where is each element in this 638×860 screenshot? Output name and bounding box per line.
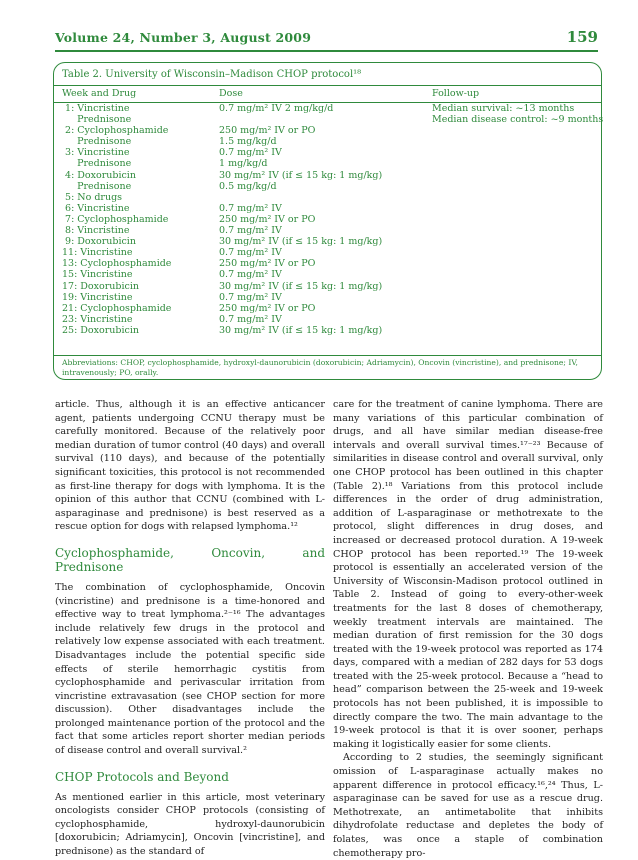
cell-week-drug: 19: Vincristine	[62, 291, 133, 303]
cell-dose: 250 mg/m² IV or PO	[219, 213, 316, 225]
table-header-row	[54, 85, 601, 103]
table-caption: Table 2. University of Wisconsin–Madison CHOP protocol¹⁸	[62, 69, 362, 80]
left-column	[55, 398, 325, 859]
cell-dose: 0.7 mg/m² IV	[219, 269, 282, 281]
paragraph: According to 2 studies, the seemingly significant omission of L-asparaginase actually makes no apparent difference in protocol efficacy.¹⁶,²⁴ Thus, L-asparaginase can be saved for use as a rescue drug. Methotrexate, an antimetabolite that inhibits dihydrofolate reductase and depletes the body of folates, was once a staple of combination chemotherapy pro-	[333, 752, 603, 859]
header-follow-up: Follow-up	[432, 88, 480, 99]
table-row	[54, 214, 601, 225]
table-row	[54, 247, 601, 258]
cell-week-drug: 9: Doxorubicin	[62, 236, 136, 248]
cell-week-drug: 3: Vincristine	[62, 147, 130, 159]
cell-week-drug: Prednisone	[62, 136, 132, 148]
cell-week-drug: 23: Vincristine	[62, 313, 133, 325]
cell-week-drug: 21: Cyclophosphamide	[62, 302, 172, 314]
cell-dose: 250 mg/m² IV or PO	[219, 258, 316, 270]
paragraph: As mentioned earlier in this article, most veterinary oncologists consider CHOP protocols (consisting of cyclophosphamide, hydroxyl-daunorubicin [doxorubicin; Adriamycin], Oncovin [vincristine], and prednisone) as the standard of	[55, 791, 325, 858]
cell-follow-up: Median disease control: ~9 months	[432, 114, 604, 126]
right-column	[333, 398, 603, 860]
cell-dose: 30 mg/m² IV (if ≤ 15 kg: 1 mg/kg)	[219, 236, 383, 248]
cell-week-drug: 11: Vincristine	[62, 247, 133, 259]
cell-dose: 0.7 mg/m² IV	[219, 202, 282, 214]
cell-week-drug: Prednisone	[62, 114, 132, 126]
table-row	[54, 281, 601, 292]
table-row	[54, 158, 601, 169]
cell-week-drug: 5: No drugs	[62, 191, 123, 203]
cell-week-drug: Prednisone	[62, 180, 132, 192]
page-number: 159	[566, 28, 598, 46]
cell-dose: 250 mg/m² IV or PO	[219, 302, 316, 314]
running-header	[55, 30, 598, 50]
cell-week-drug: 8: Vincristine	[62, 225, 130, 237]
cell-week-drug: 2: Cyclophosphamide	[62, 125, 169, 137]
table-row	[54, 292, 601, 303]
cell-dose: 250 mg/m² IV or PO	[219, 125, 316, 137]
table-row	[54, 181, 601, 192]
paragraph: article. Thus, although it is an effective anticancer agent, patients undergoing CCNU therapy must be carefully monitored. Because of the relatively poor median duration of tumor control (40 days) and overall survival (110 days), and because of the potentially significant toxicities, this protocol is not recommended as first-line therapy for dogs with lymphoma. It is the opinion of this author that CCNU (combined with L-asparaginase and prednisone) is best reserved as a rescue option for dogs with relapsed lymphoma.¹²	[55, 399, 325, 533]
cell-dose: 1 mg/kg/d	[219, 158, 268, 170]
table-row	[54, 303, 601, 314]
table-row	[54, 236, 601, 247]
protocol-table	[53, 62, 602, 380]
cell-dose: 0.7 mg/m² IV	[219, 147, 282, 159]
cell-week-drug: 7: Cyclophosphamide	[62, 213, 169, 225]
cell-week-drug: 17: Doxorubicin	[62, 280, 139, 292]
table-row	[54, 103, 601, 114]
cell-week-drug: 4: Doxorubicin	[62, 169, 136, 181]
cell-week-drug: 13: Cyclophosphamide	[62, 258, 172, 270]
table-row	[54, 170, 601, 181]
table-row	[54, 325, 601, 336]
cell-dose: 0.7 mg/m² IV 2 mg/kg/d	[219, 103, 334, 114]
cell-week-drug: Prednisone	[62, 158, 132, 170]
table-row	[54, 114, 604, 126]
paragraph: care for the treatment of canine lymphoma. There are many variations of this particular combination of drugs, and all have similar median disease-free intervals and overall survival times.¹⁷⁻²³ Because of similarities in disease control and overall survival, only one CHOP protocol has been outlined in this chapter (Table 2).¹⁸ Variations from this protocol include differences in the order of drug administration, addition of L-asparaginase or methotrexate to the protocol, slight differences in drug doses, and increased or decreased protocol duration. A 19-week CHOP protocol has been reported.¹⁹ The 19-week protocol is essentially an accelerated version of the University of Wisconsin-Madison protocol outlined in Table 2. Instead of going to every-other-week treatments for the last 8 doses of chemotherapy, weekly treatment intervals are maintained. The median duration of first remission for the 30 dogs treated with the 19-week protocol was reported as 174 days, compared with a median of 282 days for 53 dogs treated with the 25-week protocol. Because a “head to head” comparison between the 25-week and 19-week protocols has not been published, it is impossible to directly compare the two. The main advantage to the 19-week protocol is that it is over sooner, perhaps making it logistically easier for some clients.	[333, 399, 603, 750]
section-heading-chop: CHOP Protocols and Beyond	[55, 769, 229, 784]
journal-issue: Volume 24, Number 3, August 2009	[55, 30, 312, 45]
cell-dose: 30 mg/m² IV (if ≤ 15 kg: 1 mg/kg)	[219, 169, 383, 181]
table-row	[54, 136, 601, 147]
table-row	[54, 203, 601, 214]
cell-dose: 30 mg/m² IV (if ≤ 15 kg: 1 mg/kg)	[219, 324, 383, 336]
cell-dose: 0.7 mg/m² IV	[219, 225, 282, 237]
table-row	[54, 225, 601, 236]
cell-week-drug: 6: Vincristine	[62, 202, 130, 214]
table-row	[54, 269, 601, 280]
paragraph: The combination of cyclophosphamide, Oncovin (vincristine) and prednisone is a time-honored and effective way to treat lymphoma.²⁻¹⁶ The advantages include relatively few drugs in the protocol and relatively low expense associated with each treatment. Disadvantages include the potential specific side effects of sterile hemorrhagic cystitis from cyclophosphamide and perivascular irritation from vincristine extravasation (see CHOP section for more discussion). Other disadvantages include the prolonged maintenance portion of the protocol and the fact that some articles report shorter median periods of disease control and overall survival.²	[55, 581, 325, 757]
table-body	[54, 103, 604, 336]
section-heading-cop: Cyclophosphamide, Oncovin, and Prednisone	[55, 545, 325, 574]
header-week-drug: Week and Drug	[62, 88, 137, 99]
cell-dose: 0.7 mg/m² IV	[219, 313, 282, 325]
cell-follow-up: Median survival: ~13 months	[432, 103, 575, 114]
table-row	[54, 258, 601, 269]
table-row	[54, 125, 601, 136]
cell-week-drug: 25: Doxorubicin	[62, 324, 139, 336]
header-dose: Dose	[219, 88, 243, 99]
cell-dose: 0.7 mg/m² IV	[219, 247, 282, 259]
cell-week-drug: 15: Vincristine	[62, 269, 133, 281]
cell-dose: 1.5 mg/kg/d	[219, 136, 277, 148]
table-row	[54, 192, 601, 203]
cell-dose: 30 mg/m² IV (if ≤ 15 kg: 1 mg/kg)	[219, 280, 383, 292]
table-row	[54, 314, 601, 325]
table-row	[54, 147, 601, 158]
table-footnote: Abbreviations: CHOP, cyclophosphamide, hydroxyl-daunorubicin (doxorubicin; Adriamycin), Oncovin (vincristine), and prednisone; IV, intravenously; PO, orally.	[54, 355, 601, 379]
cell-dose: 0.5 mg/kg/d	[219, 180, 277, 192]
header-rule	[55, 50, 598, 52]
cell-dose: 0.7 mg/m² IV	[219, 291, 282, 303]
cell-week-drug: 1: Vincristine	[62, 103, 130, 114]
